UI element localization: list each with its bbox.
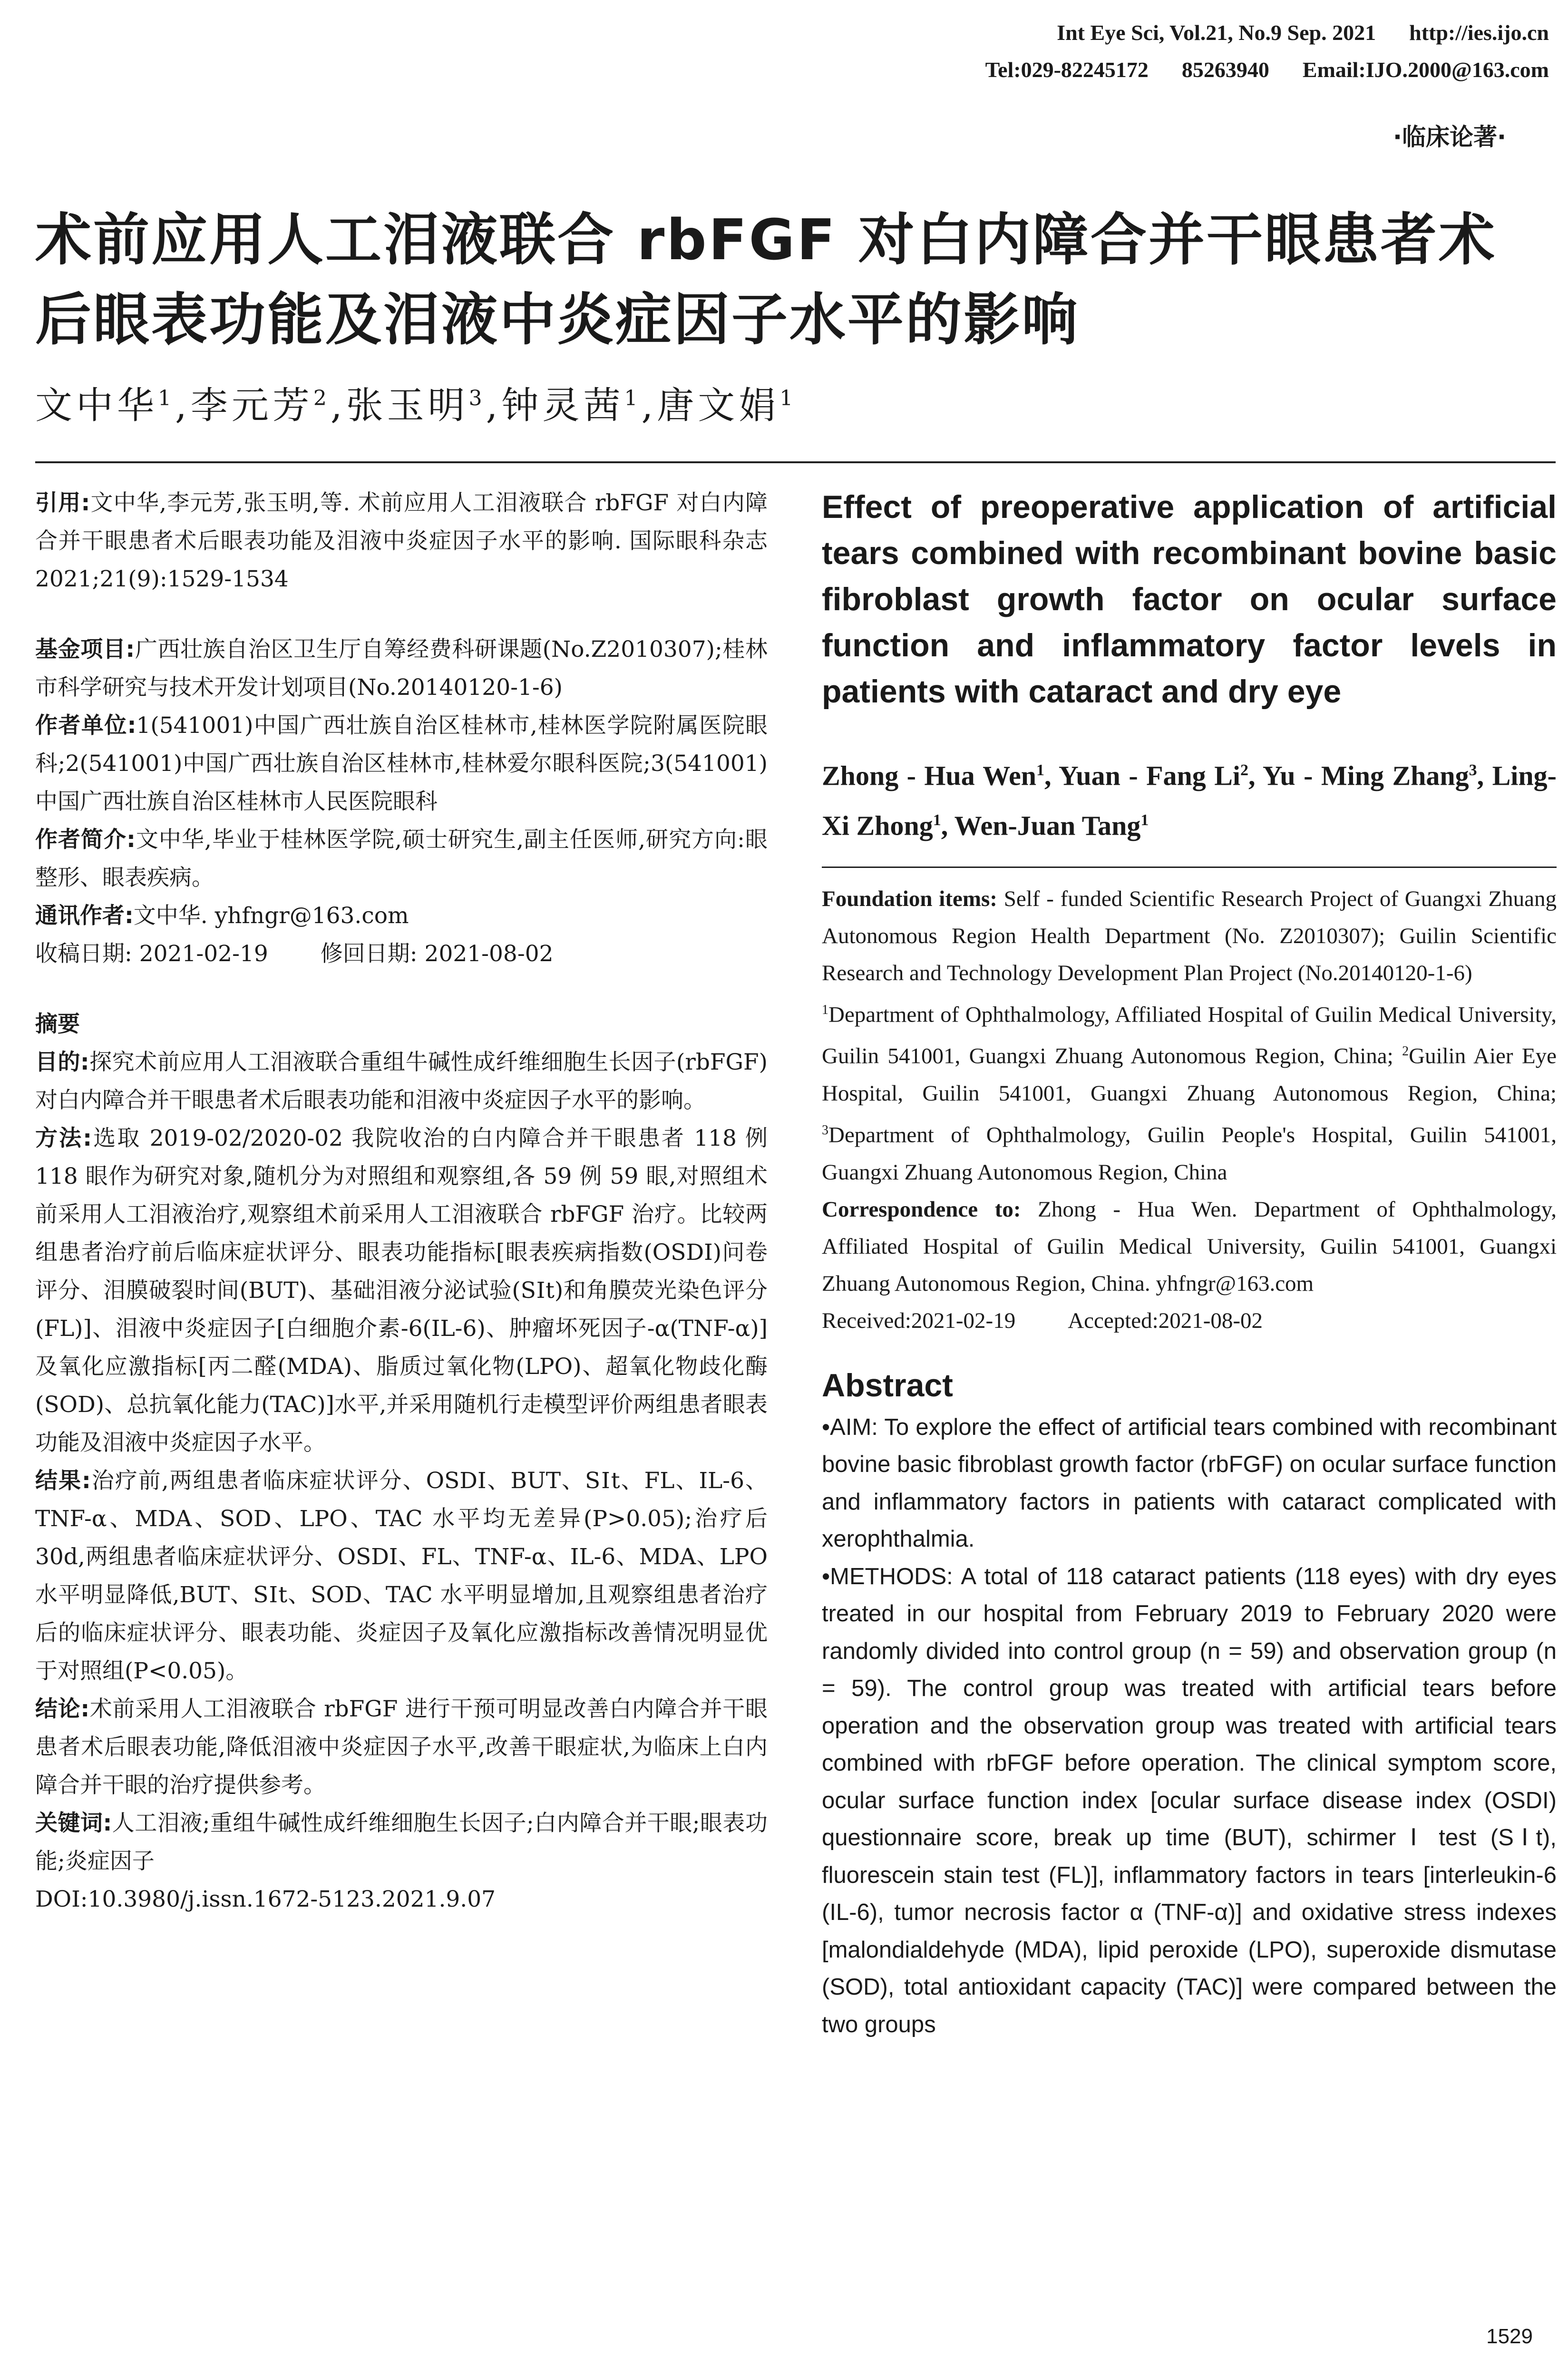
author-en: Wen-Juan Tang: [954, 810, 1141, 841]
author-cn: 唐文娟: [657, 384, 780, 427]
doi: DOI:10.3980/j.issn.1672-5123.2021.9.07: [35, 1886, 496, 1912]
spacer: [35, 973, 768, 1005]
methods-block: [35, 1120, 768, 1462]
correspondence-block: [822, 1191, 1557, 1302]
bio-text: 文中华,毕业于桂林医学院,硕士研究生,副主任医师,研究方向:眼整形、眼表疾病。: [35, 827, 768, 891]
author-cn: 李元芳: [190, 384, 313, 427]
author-sep: ,: [1044, 760, 1059, 791]
results-text: 治疗前,两组患者临床症状评分、OSDI、BUT、SⅠt、FL、IL-6、TNF-α、MDA、SOD、LPO、TAC 水平均无差异(P>0.05);治疗后 30d,两组患者临床症状评分、OSDI、FL、TNF-α、IL-6、MDA、LPO 水平明显降低,BUT、SⅠt、SOD、TAC 水平明显增加,且观察组患者治疗后的临床症状评分、眼表功能、炎症因子及氧化应激指标改善情况明显优于对照组(P<0.05)。: [35, 1468, 768, 1684]
author-aff: 2: [1240, 761, 1249, 779]
journal-citation: Int Eye Sci, Vol.21, No.9 Sep. 2021: [1057, 20, 1376, 45]
results-block: [35, 1462, 768, 1690]
author-cn: 文中华: [35, 384, 158, 427]
journal-url: http://ies.ijo.cn: [1409, 20, 1549, 45]
author-aff: 3: [1469, 761, 1477, 779]
author-sep: ,: [486, 384, 502, 427]
unit-text: 1(541001)中国广西壮族自治区桂林市,桂林医学院附属医院眼科;2(541001)中国广西壮族自治区桂林市,桂林爱尔眼科医院;3(541001)中国广西壮族自治区桂林市人民医院眼科: [35, 712, 768, 815]
methods-en-text: A total of 118 cataract patients (118 eyes) with dry eyes treated in our hospital from February 2019 to February 2020 were randomly divided into control group (n = 59) and observation group (n = 59). The control group was treated with artificial tears before operation and the observation group was treated with artificial tears combined with rbFGF before operation. The clinical symptom score, ocular surface function index [ocular surface disease index (OSDI) questionnaire score, break up time (BUT), schirmer Ⅰ test (SⅠt), fluorescein stain test (FL)], inflammatory factors in tears [interleukin-6 (IL-6), tumor necrosis factor α (TNF-α)] and oxidative stress indexes [malondialdehyde (MDA), lipid peroxide (LPO), superoxide dismutase (SOD), total antioxidant capacity (TAC)] were compared between the two groups: [822, 1563, 1557, 2037]
affiliation-2: Guilin Aier Eye Hospital, Guilin 541001, Guangxi Zhuang Autonomous Region, China;: [822, 1043, 1557, 1106]
author-sep: ,: [1477, 760, 1492, 791]
accepted-date-en: Accepted:2021-08-02: [1068, 1308, 1263, 1333]
unit-label: 作者单位:: [35, 712, 136, 739]
author-cn: 张玉明: [346, 384, 469, 427]
abstract-heading-cn: 摘要: [35, 1011, 80, 1037]
keywords-label: 关键词:: [35, 1810, 112, 1836]
page-number: 1529: [1486, 2325, 1533, 2348]
author-sep: ,: [641, 384, 657, 427]
journal-tel: Tel:029-82245172: [985, 58, 1149, 82]
title-english: Effect of preoperative application of artificial tears combined with recombinant bovine basic fibroblast growth factor on ocular surface function and inflammatory factor levels in patients with cataract and dry eye: [822, 489, 1557, 710]
foundation-block: [822, 880, 1557, 992]
citation-label: 引用:: [35, 490, 90, 516]
citation-block: [35, 484, 768, 598]
author-aff: 1: [158, 386, 175, 410]
bio-label: 作者简介:: [35, 827, 136, 853]
author-aff: 1: [1036, 761, 1044, 779]
authors-english: [822, 748, 1557, 848]
author-aff: 1: [933, 811, 941, 829]
dates-en: [822, 1302, 1557, 1339]
bio-block: [35, 821, 768, 897]
corr-label: 通讯作者:: [35, 903, 134, 929]
fund-label: 基金项目:: [35, 636, 135, 662]
english-divider: [822, 867, 1557, 868]
foundation-label: Foundation items:: [822, 886, 997, 911]
fund-text: 广西壮族自治区卫生厅自筹经费科研课题(No.Z2010307);桂林市科学研究与技术开发计划项目(No.20140120-1-6): [35, 636, 768, 701]
keywords-block: [35, 1804, 768, 1880]
running-header-line1: [1057, 19, 1549, 47]
author-en: Yu - Ming Zhang: [1262, 760, 1469, 791]
section-tag: ·临床论著·: [1393, 123, 1506, 151]
citation-text: 文中华,李元芳,张玉明,等. 术前应用人工泪液联合 rbFGF 对白内障合并干眼患者术后眼表功能及泪液中炎症因子水平的影响. 国际眼科杂志 2021;21(9):1529-1534: [35, 490, 768, 592]
author-sep: ,: [1248, 760, 1263, 791]
keywords-text: 人工泪液;重组牛碱性成纤维细胞生长因子;白内障合并干眼;眼表功能;炎症因子: [35, 1810, 768, 1874]
author-cn: 钟灵茜: [501, 384, 624, 427]
left-column: [35, 484, 768, 1919]
author-sep: ,: [330, 384, 346, 427]
affiliations-block: [822, 992, 1557, 1191]
corr-text: 文中华. yhfngr@163.com: [133, 903, 409, 929]
journal-tel2: 85263940: [1181, 58, 1269, 82]
author-aff: 1: [779, 386, 797, 410]
author-en: Zhong - Hua Wen: [822, 760, 1036, 791]
authors-chinese: [35, 376, 797, 429]
correspondence-text: Zhong - Hua Wen. Department of Ophthalmology, Affiliated Hospital of Guilin Medical University, Guilin 541001, Guangxi Zhuang Autonomous Region, China. yhfngr@163.com: [822, 1197, 1557, 1296]
author-sep: ,: [941, 810, 954, 841]
author-aff: 1: [624, 386, 642, 410]
running-header-line2: [985, 56, 1549, 84]
aff-marker: 1: [822, 1002, 828, 1017]
title-chinese: 术前应用人工泪液联合 rbFGF 对白内障合并干眼患者术后眼表功能及泪液中炎症因子水平的影响: [35, 207, 1497, 352]
methods-en-block: [822, 1558, 1557, 2044]
received-date: 收稿日期: 2021-02-19: [35, 941, 268, 967]
aim-block: [822, 1409, 1557, 1558]
author-en: Yuan - Fang Li: [1058, 760, 1241, 791]
revised-date: 修回日期: 2021-08-02: [320, 941, 554, 967]
conclusion-block: [35, 1690, 768, 1804]
results-label: 结果:: [35, 1468, 91, 1494]
affiliation-3: Department of Ophthalmology, Guilin People's Hospital, Guilin 541001, Guangxi Zhuang Autonomous Region, China: [822, 1122, 1557, 1185]
objective-text: 探究术前应用人工泪液联合重组牛碱性成纤维细胞生长因子(rbFGF)对白内障合并干眼患者术后眼表功能和泪液中炎症因子水平的影响。: [35, 1049, 768, 1113]
conclusion-label: 结论:: [35, 1696, 90, 1722]
affiliation-1: Department of Ophthalmology, Affiliated Hospital of Guilin Medical University, Guilin 541001, Guangxi Zhuang Autonomous Region, China;: [822, 1002, 1557, 1069]
author-aff: 1: [1140, 811, 1149, 829]
unit-block: [35, 707, 768, 821]
conclusion-text: 术前采用人工泪液联合 rbFGF 进行干预可明显改善白内障合并干眼患者术后眼表功能,降低泪液中炎症因子水平,改善干眼症状,为临床上白内障合并干眼的治疗提供参考。: [35, 1696, 768, 1798]
corr-block: [35, 897, 768, 935]
objective-label: 目的:: [35, 1049, 89, 1075]
methods-label: 方法:: [35, 1125, 92, 1151]
right-column: [822, 484, 1557, 2043]
objective-block: [35, 1043, 768, 1120]
dates-block: [35, 935, 768, 973]
methods-en-label: •METHODS:: [822, 1563, 953, 1589]
aim-text: To explore the effect of artificial tears combined with recombinant bovine basic fibroblast growth factor (rbFGF) on ocular surface function and inflammatory factors in patients with cataract complicated with xerophthalmia.: [822, 1414, 1557, 1552]
abstract-heading-en: Abstract: [822, 1367, 953, 1403]
fund-block: [35, 631, 768, 707]
author-en: Ling-Xi Zhong: [822, 760, 1557, 841]
journal-email: Email:IJO.2000@163.com: [1302, 58, 1549, 82]
aim-label: •AIM:: [822, 1414, 878, 1440]
header-divider: [35, 461, 1556, 463]
aff-marker: 2: [1402, 1044, 1409, 1059]
spacer: [35, 598, 768, 631]
correspondence-label: Correspondence to:: [822, 1197, 1021, 1222]
author-aff: 2: [313, 386, 331, 410]
methods-text: 选取 2019-02/2020-02 我院收治的白内障合并干眼患者 118 例 118 眼作为研究对象,随机分为对照组和观察组,各 59 例 59 眼,对照组术前采用人工泪液治疗,观察组术前采用人工泪液联合 rbFGF 治疗。比较两组患者治疗前后临床症状评分、眼表功能指标[眼表疾病指数(OSDI)问卷评分、泪膜破裂时间(BUT)、基础泪液分泌试验(SⅠt)和角膜荧光染色评分(FL)]、泪液中炎症因子[白细胞介素-6(IL-6)、肿瘤坏死因子-α(TNF-α)]及氧化应激指标[丙二醛(MDA)、脂质过氧化物(LPO)、超氧化物歧化酶(SOD)、总抗氧化能力(TAC)]水平,并采用随机行走模型评价两组患者眼表功能及泪液中炎症因子水平。: [35, 1125, 768, 1456]
author-sep: ,: [175, 384, 191, 427]
aff-marker: 3: [822, 1122, 828, 1138]
foundation-text: Self - funded Scientific Research Project of Guangxi Zhuang Autonomous Region Health Department (No. Z2010307); Guilin Scientific Research and Technology Development Plan Project (No.20140120-1-6): [822, 886, 1557, 985]
received-date-en: Received:2021-02-19: [822, 1308, 1016, 1333]
author-aff: 3: [468, 386, 486, 410]
